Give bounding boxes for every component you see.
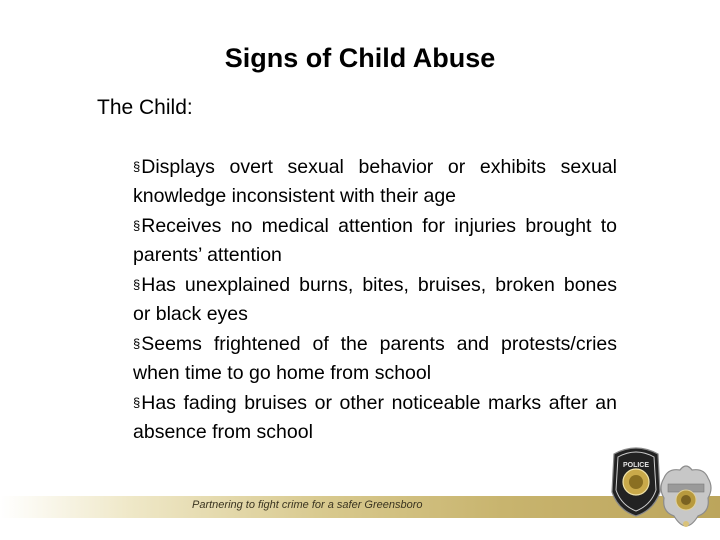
police-shield-icon (612, 448, 660, 516)
bullet-item (133, 270, 617, 329)
bullet-list (133, 152, 617, 447)
slide-title: Signs of Child Abuse (224, 43, 496, 73)
bullet-item (133, 388, 617, 447)
bullet-marker: § (133, 277, 141, 292)
bullet-text: Displays overt sexual behavior or exhibits sexual knowledge inconsistent with their age (133, 156, 617, 207)
bullet-marker: § (133, 159, 141, 174)
footer-tagline: Partnering to fight crime for a safer Greensboro (192, 499, 423, 511)
bullet-item (133, 329, 617, 388)
police-badge-label: POLICE (622, 462, 650, 469)
police-logos (606, 440, 716, 540)
bullet-text: Has fading bruises or other noticeable marks after an absence from school (133, 392, 617, 443)
bullet-text: Seems frightened of the parents and protests/cries when time to go home from school (133, 333, 617, 384)
officer-star-badge-icon (661, 466, 711, 527)
bullet-text: Has unexplained burns, bites, bruises, broken bones or black eyes (133, 274, 617, 325)
bullet-item (133, 152, 617, 211)
bullet-item (133, 211, 617, 270)
bullet-marker: § (133, 395, 141, 410)
bullet-marker: § (133, 336, 141, 351)
bullet-marker: § (133, 218, 141, 233)
slide-subtitle: The Child: (97, 96, 193, 119)
bullet-text: Receives no medical attention for injuries brought to parents’ attention (133, 215, 617, 266)
